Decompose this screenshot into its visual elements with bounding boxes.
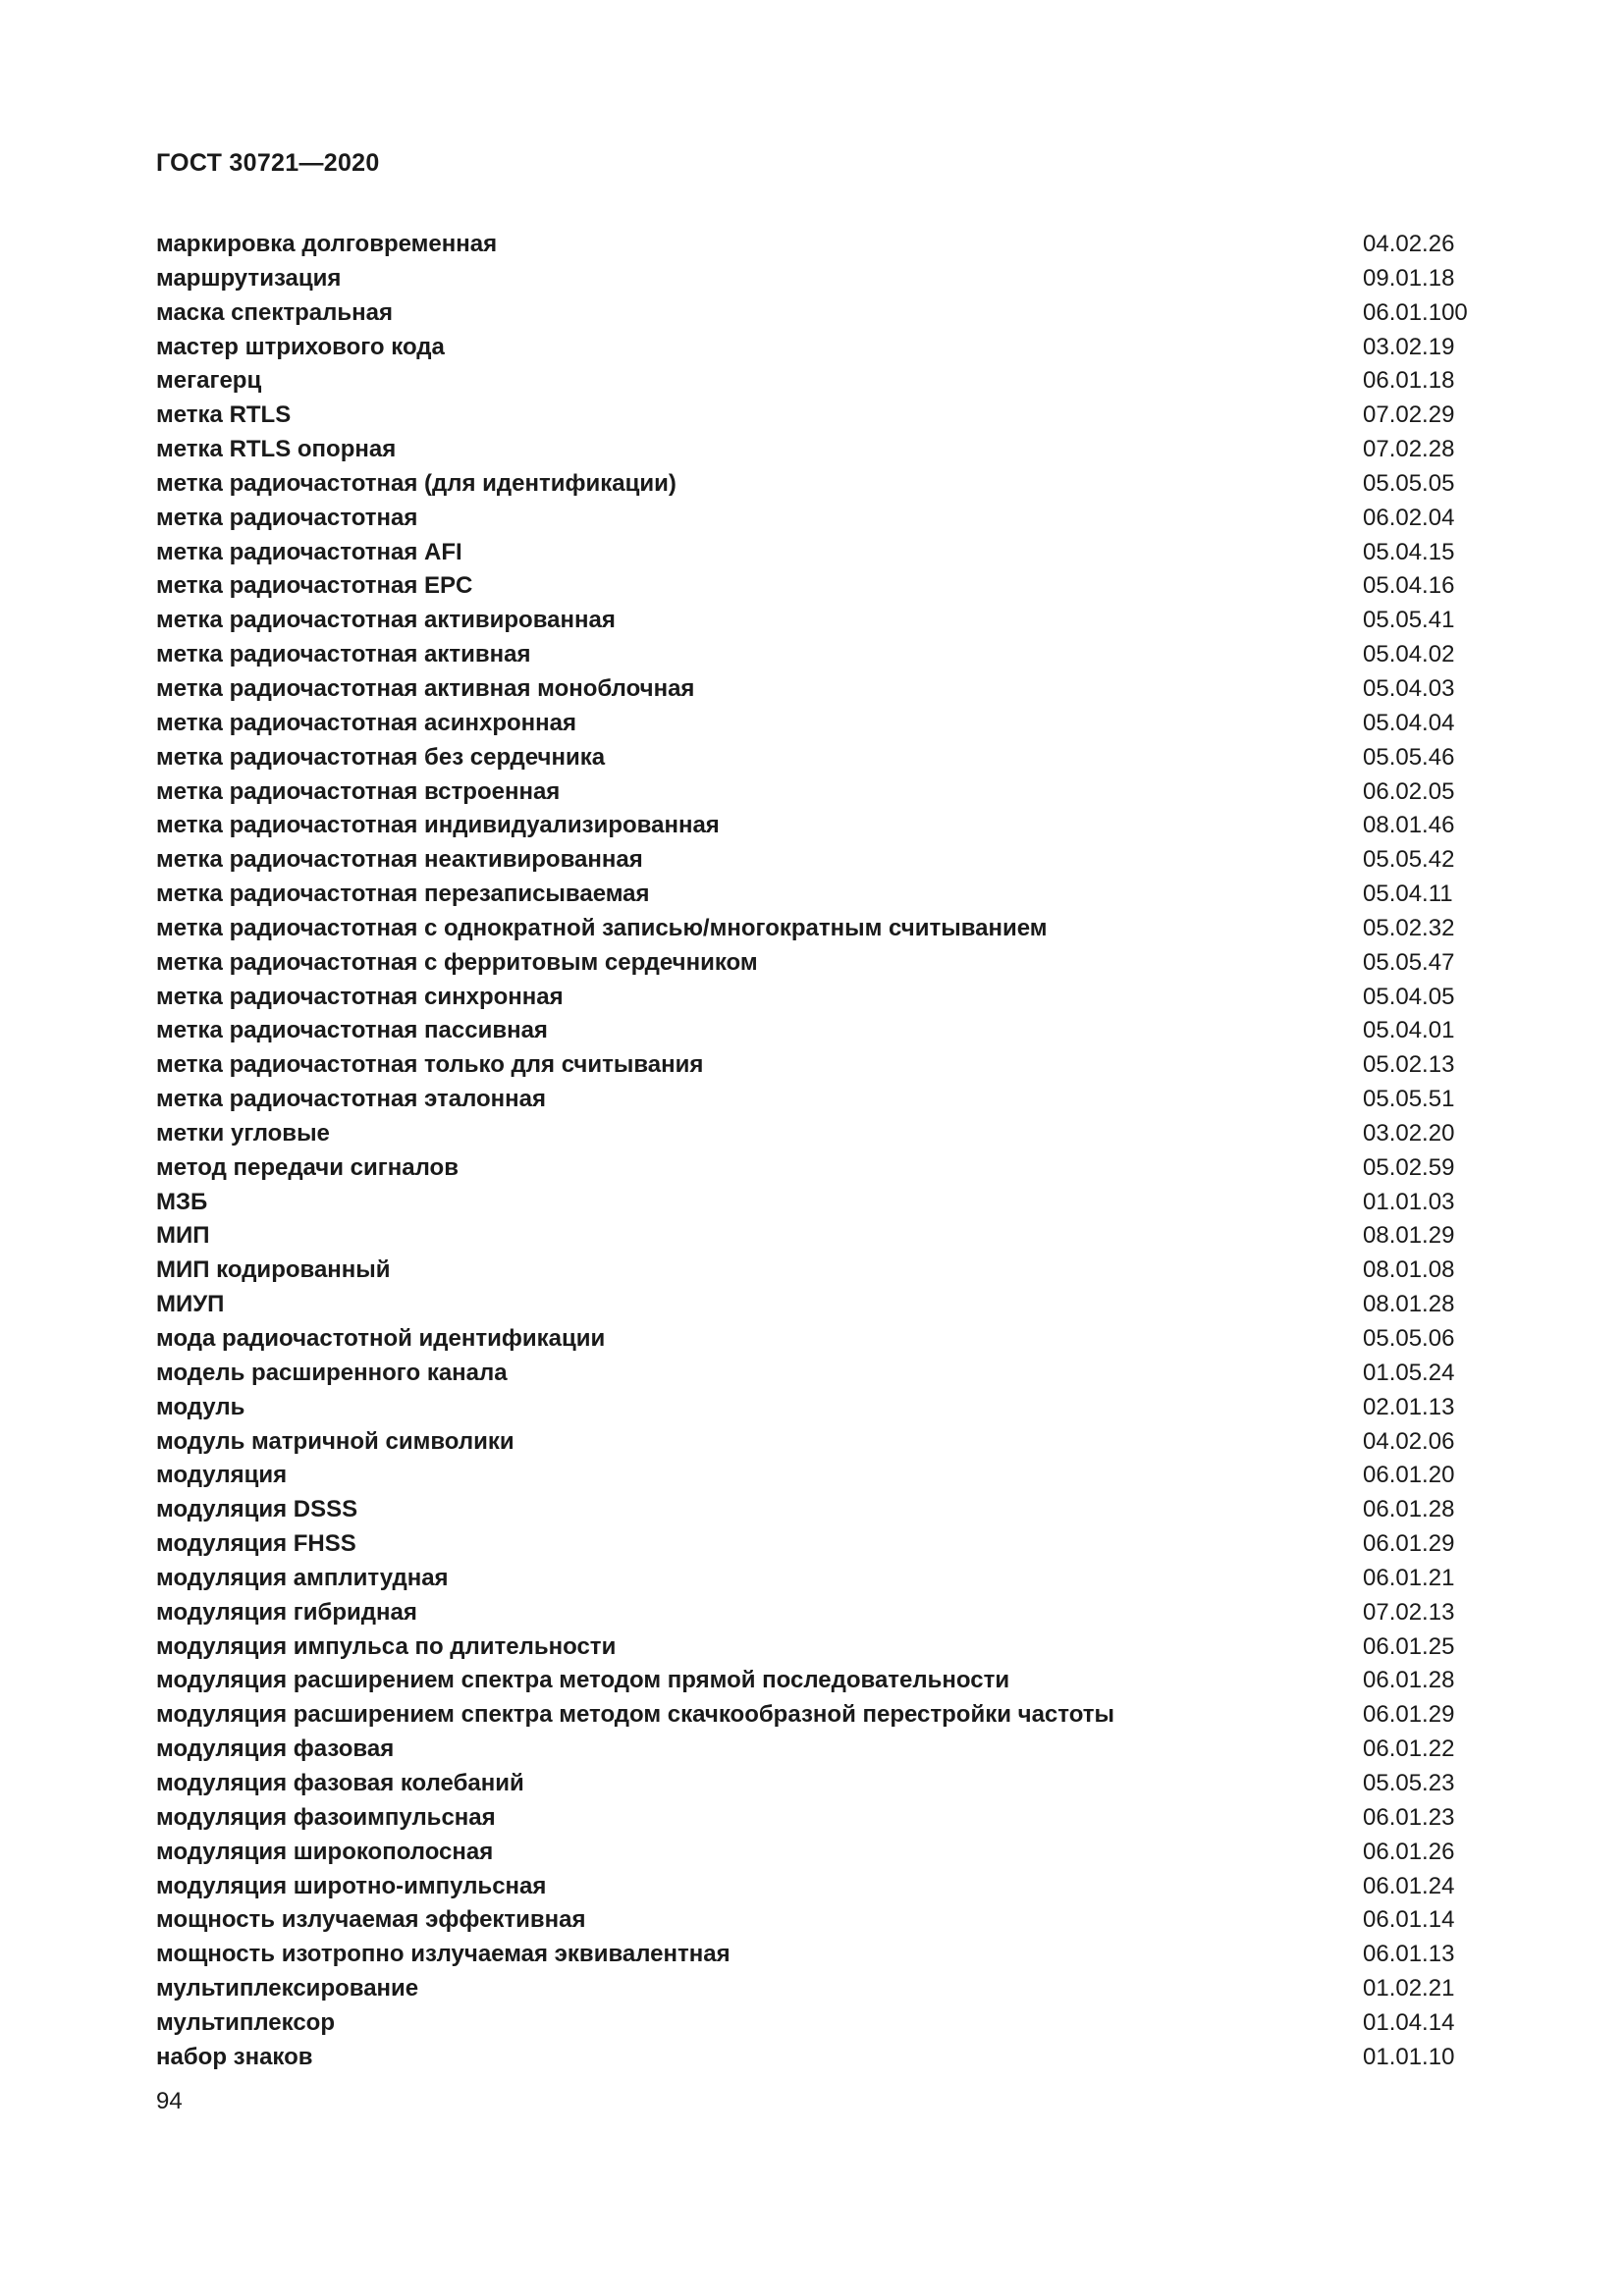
index-entry [156, 1527, 1491, 1562]
index-entry [156, 1903, 1491, 1938]
index-entry [156, 1219, 1491, 1254]
index-term-reference: 06.02.04 [1363, 504, 1455, 531]
index-term: мощность изотропно излучаемая эквивалентная [156, 1941, 731, 1968]
index-term-reference: 06.01.28 [1363, 1667, 1455, 1694]
index-term: метка радиочастотная без сердечника [156, 743, 606, 771]
index-term-reference: 07.02.29 [1363, 401, 1455, 429]
index-term-reference: 01.01.03 [1363, 1188, 1455, 1215]
index-entry [156, 228, 1491, 262]
index-entry [156, 672, 1491, 707]
index-term: метка радиочастотная синхронная [156, 983, 564, 1010]
index-term-reference: 01.01.10 [1363, 2043, 1455, 2070]
index-term-reference: 05.05.23 [1363, 1769, 1455, 1796]
index-term: метод передачи сигналов [156, 1153, 459, 1181]
index-term-reference: 05.02.59 [1363, 1153, 1455, 1181]
index-term-reference: 05.04.15 [1363, 538, 1455, 565]
index-entry [156, 1630, 1491, 1665]
index-term: метка радиочастотная активированная [156, 607, 616, 634]
index-term: набор знаков [156, 2043, 313, 2070]
index-term: модуляция гибридная [156, 1598, 417, 1626]
index-term-reference: 01.02.21 [1363, 1975, 1455, 2002]
index-term-reference: 06.01.28 [1363, 1496, 1455, 1523]
index-term-reference: 06.01.20 [1363, 1462, 1455, 1489]
index-term-reference: 06.01.100 [1363, 298, 1468, 326]
index-term: метка радиочастотная активная [156, 641, 531, 668]
index-term: модуляция широтно-импульсная [156, 1872, 547, 1899]
index-term-reference: 08.01.46 [1363, 812, 1455, 839]
index-term-reference: 06.01.23 [1363, 1803, 1455, 1831]
alphabetical-term-index [156, 228, 1491, 2075]
index-term-reference: 06.01.24 [1363, 1872, 1455, 1899]
index-entry [156, 331, 1491, 365]
index-term: метка радиочастотная EPC [156, 572, 473, 600]
index-term-reference: 05.05.46 [1363, 743, 1455, 771]
index-term: модуляция DSSS [156, 1496, 358, 1523]
index-entry [156, 1459, 1491, 1493]
index-term-reference: 05.05.41 [1363, 607, 1455, 634]
index-term: мастер штрихового кода [156, 333, 445, 360]
index-term: метка радиочастотная пассивная [156, 1017, 548, 1044]
index-term: МИП [156, 1222, 210, 1250]
index-term-reference: 04.02.26 [1363, 231, 1455, 257]
index-term: модуляция фазовая [156, 1735, 395, 1763]
index-entry [156, 1664, 1491, 1698]
index-entry [156, 1288, 1491, 1322]
index-entry [156, 775, 1491, 810]
index-term: метка радиочастотная перезаписываемая [156, 881, 650, 908]
index-term-reference: 05.04.11 [1363, 881, 1453, 908]
index-term: метка RTLS опорная [156, 436, 397, 463]
index-term: модуль матричной символики [156, 1427, 514, 1455]
index-term-reference: 05.05.05 [1363, 469, 1455, 497]
index-entry [156, 1733, 1491, 1767]
index-term: модуляция импульса по длительности [156, 1632, 617, 1660]
index-term-reference: 01.04.14 [1363, 2008, 1455, 2036]
index-entry [156, 1596, 1491, 1630]
index-term-reference: 05.04.16 [1363, 572, 1455, 600]
index-term: МЗБ [156, 1188, 208, 1215]
index-term: маска спектральная [156, 298, 393, 326]
index-entry [156, 1698, 1491, 1733]
index-term: модуляция FHSS [156, 1530, 356, 1558]
index-entry [156, 1493, 1491, 1527]
index-term-reference: 06.02.05 [1363, 777, 1455, 805]
index-term-reference: 07.02.13 [1363, 1598, 1455, 1626]
index-entry [156, 1938, 1491, 1972]
index-term-reference: 09.01.18 [1363, 264, 1455, 292]
index-entry [156, 399, 1491, 433]
index-entry [156, 2006, 1491, 2041]
index-term: метка радиочастотная с однократной записью/многократным считыванием [156, 914, 1048, 941]
index-entry [156, 1357, 1491, 1391]
index-term: мода радиочастотной идентификации [156, 1325, 606, 1352]
index-entry [156, 536, 1491, 570]
index-term: метка радиочастотная с ферритовым сердечником [156, 948, 758, 976]
index-entry [156, 2041, 1491, 2075]
index-entry [156, 433, 1491, 467]
index-term: модель расширенного канала [156, 1359, 508, 1386]
index-term: модуляция фазоимпульсная [156, 1803, 496, 1831]
index-entry [156, 1322, 1491, 1357]
index-term: маршрутизация [156, 264, 342, 292]
index-entry [156, 1151, 1491, 1186]
index-entry [156, 1801, 1491, 1836]
index-term: модуляция расширением спектра методом скачкообразной перестройки частоты [156, 1701, 1115, 1729]
index-entry [156, 638, 1491, 672]
index-term-reference: 08.01.29 [1363, 1222, 1455, 1250]
index-entry [156, 707, 1491, 741]
index-term-reference: 04.02.06 [1363, 1427, 1455, 1455]
index-term: метка радиочастотная AFI [156, 538, 462, 565]
index-term-reference: 05.04.04 [1363, 709, 1455, 736]
index-entry [156, 912, 1491, 946]
index-term: МИУП [156, 1291, 225, 1318]
index-term: МИП кодированный [156, 1256, 391, 1284]
index-term: метка радиочастотная неактивированная [156, 846, 643, 874]
index-term: метка радиочастотная асинхронная [156, 709, 576, 736]
index-entry [156, 296, 1491, 331]
index-term: модуляция фазовая колебаний [156, 1769, 524, 1796]
index-term-reference: 06.01.29 [1363, 1701, 1455, 1729]
index-term-reference: 08.01.08 [1363, 1256, 1455, 1284]
index-term-reference: 01.05.24 [1363, 1359, 1455, 1386]
index-term-reference: 05.04.03 [1363, 674, 1455, 702]
index-entry [156, 1083, 1491, 1117]
index-term: метки угловые [156, 1119, 330, 1147]
index-entry [156, 1870, 1491, 1904]
index-entry [156, 1014, 1491, 1048]
page-header-standard-code: ГОСТ 30721—2020 [156, 149, 380, 177]
index-term-reference: 05.05.06 [1363, 1325, 1455, 1352]
index-entry [156, 1836, 1491, 1870]
page-number: 94 [156, 2088, 183, 2114]
index-term: модуль [156, 1393, 245, 1420]
index-term-reference: 07.02.28 [1363, 436, 1455, 463]
index-term-reference: 06.01.22 [1363, 1735, 1455, 1763]
index-term-reference: 05.04.02 [1363, 641, 1455, 668]
index-term: модуляция широкополосная [156, 1838, 494, 1865]
index-entry [156, 604, 1491, 638]
index-term-reference: 05.04.05 [1363, 983, 1455, 1010]
index-term: метка радиочастотная [156, 504, 418, 531]
index-term: метка радиочастотная (для идентификации) [156, 469, 677, 497]
index-term: метка RTLS [156, 401, 292, 429]
index-term: метка радиочастотная активная моноблочная [156, 674, 695, 702]
index-term-reference: 05.04.01 [1363, 1017, 1455, 1044]
index-term: мощность излучаемая эффективная [156, 1906, 586, 1934]
index-term-reference: 06.01.18 [1363, 367, 1455, 395]
index-term: метка радиочастотная встроенная [156, 777, 561, 805]
index-entry [156, 262, 1491, 296]
index-entry [156, 1117, 1491, 1151]
index-entry [156, 1972, 1491, 2006]
index-entry [156, 981, 1491, 1015]
index-entry [156, 741, 1491, 775]
index-term: мегагерц [156, 367, 262, 395]
index-entry [156, 1425, 1491, 1460]
index-term-reference: 05.05.51 [1363, 1086, 1455, 1113]
index-term-reference: 06.01.25 [1363, 1632, 1455, 1660]
index-term: мультиплексирование [156, 1975, 419, 2002]
index-term: модуляция расширением спектра методом прямой последовательности [156, 1667, 1010, 1694]
index-term-reference: 03.02.19 [1363, 333, 1455, 360]
index-term-reference: 05.02.32 [1363, 914, 1455, 941]
index-term-reference: 06.01.21 [1363, 1564, 1455, 1591]
index-entry [156, 946, 1491, 981]
index-entry [156, 1254, 1491, 1288]
index-entry [156, 569, 1491, 604]
index-term: мультиплексор [156, 2008, 336, 2036]
index-entry [156, 502, 1491, 536]
index-term-reference: 05.05.42 [1363, 846, 1455, 874]
index-term: модуляция [156, 1462, 288, 1489]
index-entry [156, 467, 1491, 502]
index-term: метка радиочастотная индивидуализированная [156, 812, 720, 839]
index-term: модуляция амплитудная [156, 1564, 449, 1591]
index-entry [156, 364, 1491, 399]
index-entry [156, 1391, 1491, 1425]
index-entry [156, 843, 1491, 878]
index-entry [156, 809, 1491, 843]
index-term-reference: 06.01.26 [1363, 1838, 1455, 1865]
index-term-reference: 08.01.28 [1363, 1291, 1455, 1318]
index-term-reference: 06.01.29 [1363, 1530, 1455, 1558]
index-term: метка радиочастотная эталонная [156, 1086, 546, 1113]
index-term: маркировка долговременная [156, 231, 498, 257]
index-term-reference: 02.01.13 [1363, 1393, 1455, 1420]
index-term-reference: 06.01.13 [1363, 1941, 1455, 1968]
index-entry [156, 878, 1491, 912]
index-term-reference: 05.02.13 [1363, 1051, 1455, 1079]
index-term-reference: 06.01.14 [1363, 1906, 1455, 1934]
index-entry [156, 1186, 1491, 1220]
index-entry [156, 1562, 1491, 1596]
index-entry [156, 1048, 1491, 1083]
index-term-reference: 03.02.20 [1363, 1119, 1455, 1147]
index-entry [156, 1767, 1491, 1801]
index-term-reference: 05.05.47 [1363, 948, 1455, 976]
index-term: метка радиочастотная только для считывания [156, 1051, 704, 1079]
